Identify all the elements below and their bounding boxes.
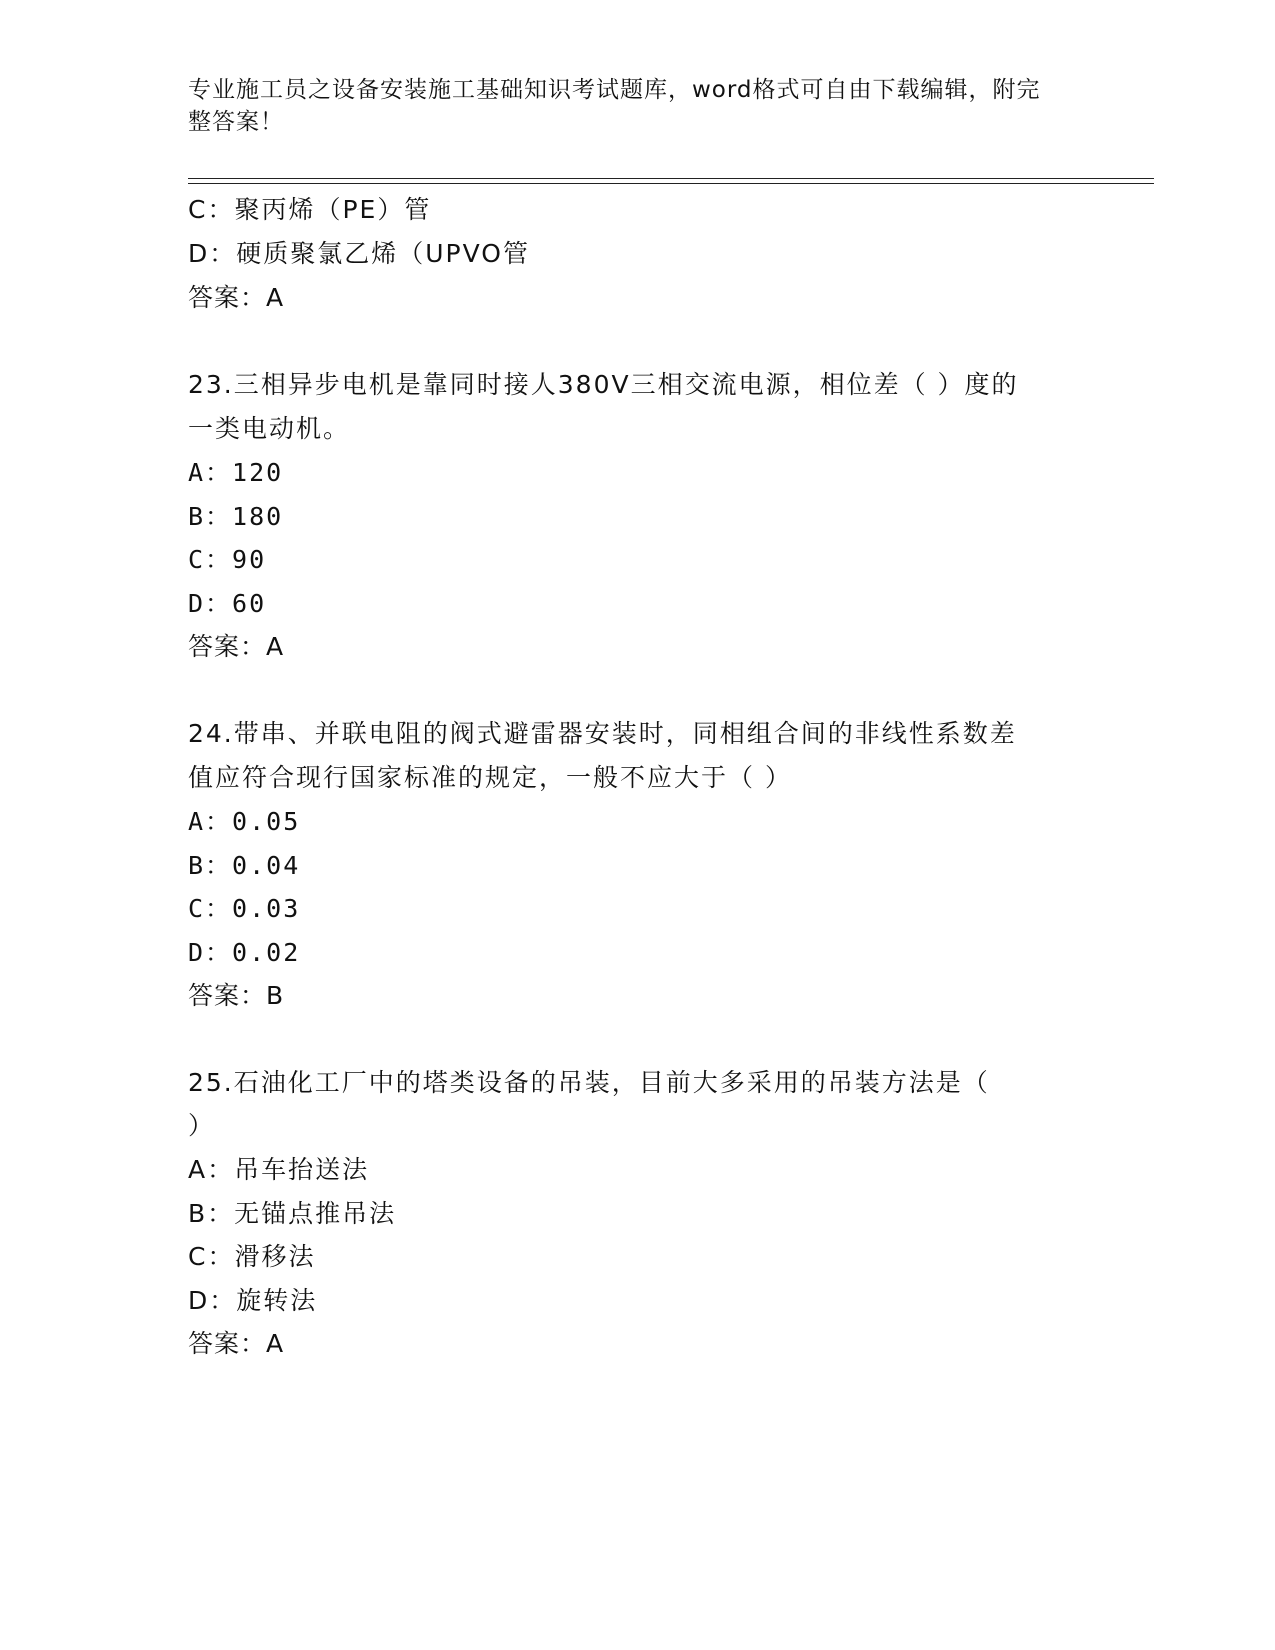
- q24-stem-line-1: 24.带串、并联电阻的阀式避雷器安装时，同相组合间的非线性系数差: [188, 719, 1017, 748]
- q25-option-c: C：滑移法: [188, 1242, 316, 1271]
- q25-stem-line-1: 25.石油化工厂中的塔类设备的吊装，目前大多采用的吊装方法是（: [188, 1068, 990, 1097]
- header-line-1: 专业施工员之设备安装施工基础知识考试题库，word格式可自由下载编辑，附完: [188, 77, 1041, 103]
- q23-stem-line-1: 23.三相异步电机是靠同时接人380V三相交流电源，相位差（ ）度的: [188, 370, 1019, 399]
- q24-option-d: D：0.02: [188, 938, 301, 967]
- q25-option-b: B：无锚点推吊法: [188, 1199, 397, 1228]
- q23-option-a: A：120: [188, 458, 284, 487]
- prev-option-d: D：硬质聚氯乙烯（UPVO管: [188, 239, 530, 268]
- q24-option-a: A：0.05: [188, 807, 301, 836]
- q24-answer: 答案：B: [188, 981, 285, 1010]
- header-divider-bottom: [188, 183, 1154, 184]
- q25-answer: 答案：A: [188, 1329, 285, 1358]
- q23-option-b: B：180: [188, 502, 284, 531]
- q24-option-c: C：0.03: [188, 894, 301, 923]
- q25-option-a: A：吊车抬送法: [188, 1155, 370, 1184]
- q25-option-d: D：旋转法: [188, 1286, 318, 1315]
- prev-answer: 答案：A: [188, 283, 285, 312]
- header-line-2: 整答案！: [188, 109, 284, 135]
- q23-option-d: D：60: [188, 589, 267, 618]
- q24-option-b: B：0.04: [188, 851, 301, 880]
- q23-answer: 答案：A: [188, 632, 285, 661]
- prev-option-c: C：聚丙烯（PE）管: [188, 195, 432, 224]
- q24-stem-line-2: 值应符合现行国家标准的规定，一般不应大于（ ）: [188, 763, 792, 792]
- header-divider-top: [188, 178, 1154, 179]
- document-header: [188, 74, 1068, 138]
- q23-option-c: C：90: [188, 545, 267, 574]
- q23-stem-line-2: 一类电动机。: [188, 414, 351, 443]
- q25-stem-line-2: ）: [188, 1111, 216, 1140]
